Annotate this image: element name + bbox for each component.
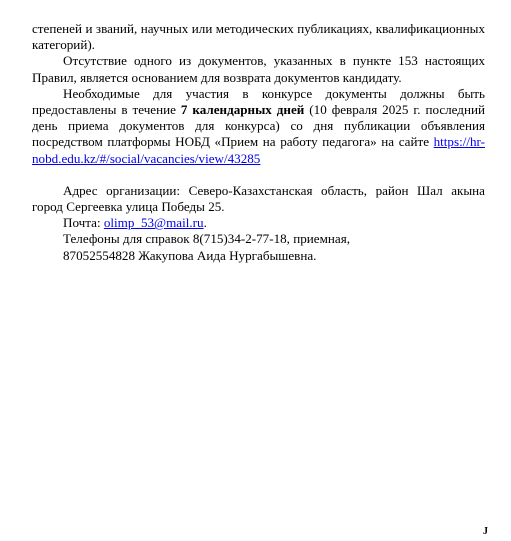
document-body [32,21,485,264]
email-line [32,215,485,231]
email-link[interactable]: olimp_53@mail.ru [103,215,204,231]
paragraph-missing-documents: Отсутствие одного из документов, указанных в пункте 153 настоящих Правил, является основанием для возврата документов кандидату. [32,53,485,85]
deadline-text-end: (10 февраля 2025 г. последний день приема документов для конкурса) со дня публикации объявления посредством платформы НОБД «Прием на работу педагога» на сайте [32,102,485,150]
phones-line-1: Телефоны для справок 8(715)34-2-77-18, приемная, [63,231,351,247]
page-corner-mark: J [483,526,488,537]
email-label: Почта: [63,215,104,231]
email-end: . [203,215,207,231]
blank-line [32,167,485,183]
paragraph-publications: степеней и званий, научных или методических публикациях, квалификационных категорий). [32,21,485,53]
paragraph-submission-deadline [32,86,485,167]
vacancy-link[interactable]: https://hr-nobd.edu.kz/#/social/vacancies/view/43285 [32,134,485,166]
deadline-days: 7 календарных дней [180,102,305,118]
phones-line-2: 87052554828 Жакупова Аида Нургабышевна. [63,247,317,263]
paragraph-address: Адрес организации: Северо-Казахстанская область, район Шал акына город Сергеевка улица Победы 25. [32,182,485,215]
deadline-text-start: Необходимые для участия в конкурсе документы должны быть предоставлены в течение [32,85,485,118]
